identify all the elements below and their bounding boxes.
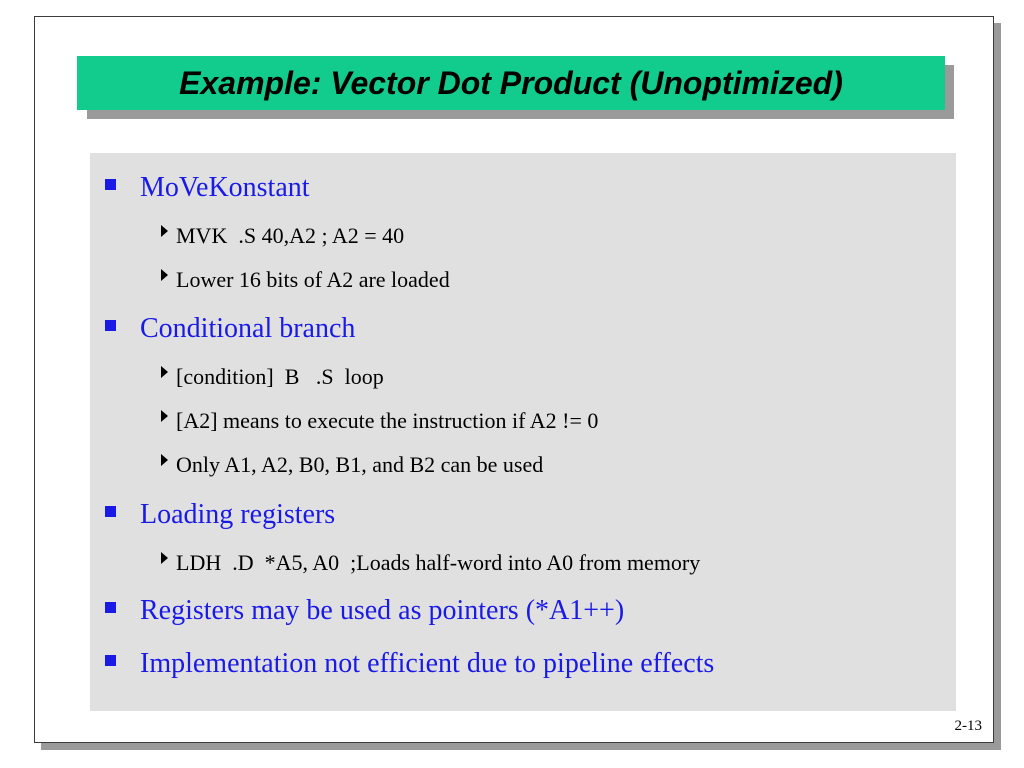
bullet-item xyxy=(90,172,310,204)
sub-bullet-text: MVK .S 40,A2 ; A2 = 40 xyxy=(176,223,405,248)
sub-bullet-text: Lower 16 bits of A2 are loaded xyxy=(176,267,450,292)
bullet-text: Registers may be used as pointers (*A1++) xyxy=(140,595,625,626)
bullet-text: Implementation not efficient due to pipeline effects xyxy=(140,648,715,679)
sub-bullet-text: Only A1, A2, B0, B1, and B2 can be used xyxy=(176,452,544,477)
triangle-bullet-icon xyxy=(161,269,168,281)
triangle-bullet-icon xyxy=(161,410,168,422)
sub-bullet-item xyxy=(161,452,543,478)
sub-bullet-item xyxy=(161,267,450,293)
square-bullet-icon xyxy=(105,602,116,613)
bullet-item xyxy=(90,648,714,680)
sub-bullet-text: [A2] means to execute the instruction if A2 != 0 xyxy=(176,408,599,433)
square-bullet-icon xyxy=(105,506,116,517)
square-bullet-icon xyxy=(105,320,116,331)
page-number: 2-13 xyxy=(954,718,982,734)
sub-bullet-item xyxy=(161,364,384,390)
bullet-text: Loading registers xyxy=(140,499,336,530)
sub-bullet-text: [condition] B .S loop xyxy=(176,364,384,389)
sub-bullet-item xyxy=(161,223,404,249)
sub-bullet-item xyxy=(161,550,700,576)
bullet-item xyxy=(90,313,355,345)
bullet-text: Conditional branch xyxy=(140,313,356,344)
slide-title: Example: Vector Dot Product (Unoptimized) xyxy=(179,64,843,101)
square-bullet-icon xyxy=(105,655,116,666)
sub-bullet-text: LDH .D *A5, A0 ;Loads half-word into A0 from memory xyxy=(176,550,701,575)
bullet-text: MoVeKonstant xyxy=(140,172,310,203)
triangle-bullet-icon xyxy=(161,225,168,237)
title-banner xyxy=(77,56,945,110)
triangle-bullet-icon xyxy=(161,366,168,378)
content-panel xyxy=(90,153,956,711)
sub-bullet-item xyxy=(161,408,598,434)
square-bullet-icon xyxy=(105,179,116,190)
bullet-item xyxy=(90,595,624,627)
triangle-bullet-icon xyxy=(161,454,168,466)
bullet-item xyxy=(90,499,335,531)
triangle-bullet-icon xyxy=(161,552,168,564)
